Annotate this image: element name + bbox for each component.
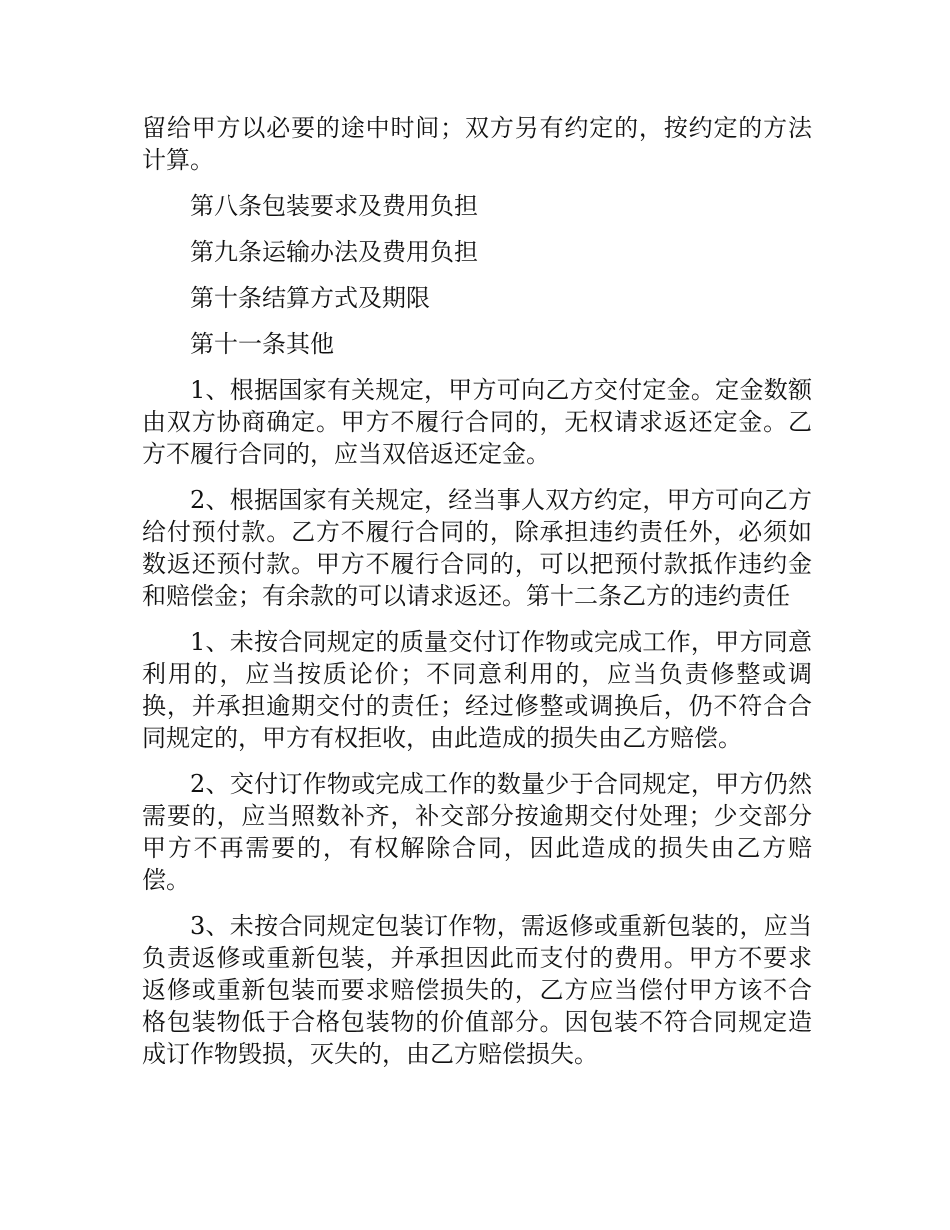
paragraph-prepayment: 2、根据国家有关规定，经当事人双方约定，甲方可向乙方给付预付款。乙方不履行合同的，除承担违约责任外，必须如数返还预付款。甲方不履行合同的，可以把预付款抵作违约金和赔偿金；有余款的可以请求返还。第十二条乙方的违约责任 bbox=[142, 486, 812, 610]
paragraph-quantity: 2、交付订作物或完成工作的数量少于合同规定，甲方仍然需要的，应当照数补齐，补交部分按逾期交付处理；少交部分甲方不再需要的，有权解除合同，因此造成的损失由乙方赔偿。 bbox=[142, 770, 812, 894]
paragraph-continuation: 留给甲方以必要的途中时间；双方另有约定的，按约定的方法计算。 bbox=[142, 114, 812, 174]
paragraph-deposit: 1、根据国家有关规定，甲方可向乙方交付定金。定金数额由双方协商确定。甲方不履行合同的，无权请求返还定金。乙方不履行合同的，应当双倍返还定金。 bbox=[142, 376, 812, 468]
paragraph-quality: 1、未按合同规定的质量交付订作物或完成工作，甲方同意利用的，应当按质论价；不同意利用的，应当负责修整或调换，并承担逾期交付的责任；经过修整或调换后，仍不符合合同规定的，甲方有权拒收，由此造成的损失由乙方赔偿。 bbox=[142, 628, 812, 752]
clause-heading-11: 第十一条其他 bbox=[190, 330, 334, 358]
clause-heading-9: 第九条运输办法及费用负担 bbox=[190, 238, 478, 266]
clause-heading-10: 第十条结算方式及期限 bbox=[190, 284, 430, 312]
document-body bbox=[142, 112, 812, 1084]
clause-heading-8: 第八条包装要求及费用负担 bbox=[190, 192, 478, 220]
paragraph-packaging: 3、未按合同规定包装订作物，需返修或重新包装的，应当负责返修或重新包装，并承担因此而支付的费用。甲方不要求返修或重新包装而要求赔偿损失的，乙方应当偿付甲方该不合格包装物低于合格包装物的价值部分。因包装不符合同规定造成订作物毁损，灭失的，由乙方赔偿损失。 bbox=[142, 912, 812, 1068]
